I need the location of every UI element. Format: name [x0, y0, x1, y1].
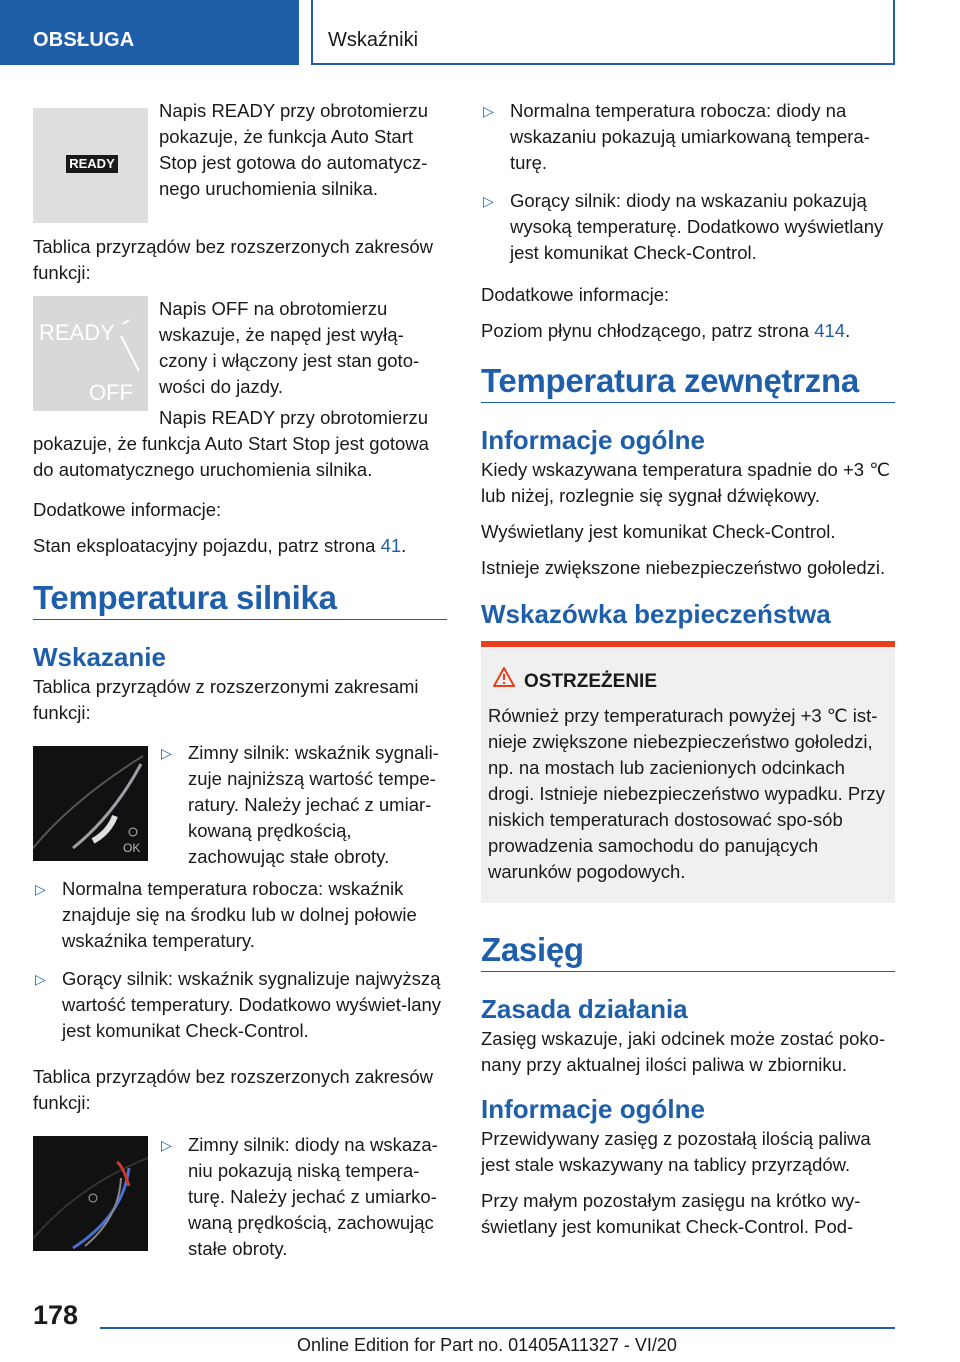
ext-intro: Tablica przyrządów z rozszerzonymi zakresami funkcji: — [33, 676, 419, 723]
section-title: OBSŁUGA — [33, 29, 135, 51]
bullet-text: Normalna temperatura robocza: wskaźnik znajduje się na środku lub w dolnej połowie wskaźnika temperatury. — [62, 878, 417, 951]
ready-block — [33, 98, 447, 228]
reference-line — [481, 318, 895, 344]
no-ext-intro: Tablica przyrządów bez rozszerzonych zakresów funkcji: — [33, 236, 433, 283]
section-tab — [0, 0, 299, 65]
more-info-label: Dodatkowe informacje: — [33, 499, 222, 520]
reference-text: Poziom płynu chłodzącego, patrz strona — [481, 320, 815, 341]
heading-principle: Zasada działania — [481, 994, 688, 1024]
page-link-414[interactable]: 414 — [814, 320, 846, 341]
ready-description-2a: Napis READY przy obrotomierzu — [159, 407, 429, 428]
off-indicator-image — [33, 296, 148, 411]
led-gauge-graphic — [33, 1136, 148, 1251]
bullet-text: Gorący silnik: wskaźnik sygnalizuje najwyższą wartość temperatury. Dodatkowo wyświet‐lany jest komunikat Check-Control. — [62, 968, 442, 1041]
ready-label-badge: READY — [66, 155, 118, 173]
principle-text: Zasięg wskazuje, jaki odcinek może zostać poko‐nany przy aktualnej ilości paliwa w zbiorniku. — [481, 1028, 886, 1075]
range-paragraph-1: Przewidywany zasięg z pozostałą ilością paliwa jest stale wskazywany na tablicy przyrządów. — [481, 1128, 871, 1175]
off-gauge-graphic — [33, 296, 148, 411]
cold-gauge-block — [33, 740, 447, 876]
heading-display: Wskazanie — [33, 642, 166, 672]
bullet-text: Zimny silnik: diody na wskaza‐niu pokazują niską tempera‐turę. Należy jechać z umiarko‐waną prędkością, zachowując stałe obroty. — [188, 1134, 438, 1259]
bullet-led-hot — [481, 188, 895, 266]
off-img-off-text: OFF — [89, 380, 133, 405]
right-column — [481, 98, 895, 1250]
reference-line — [33, 533, 447, 559]
left-column — [33, 98, 447, 1272]
gauge-ok-text: OK — [123, 841, 141, 855]
bullet-hot-engine — [33, 966, 447, 1044]
bullet-text: Gorący silnik: diody na wskazaniu pokazują wysoką temperaturę. Dodatkowo wyświetlany jest komunikat Check-Control. — [510, 190, 884, 263]
off-img-ready-text: READY — [39, 320, 115, 345]
led-gauge-block — [33, 1132, 447, 1272]
gauge-needle-graphic — [33, 746, 148, 861]
warning-text: Również przy temperaturach powyżej +3 ℃ ist‐nieje zwiększone niebezpieczeństwo gołoledzi, np. na mostach lub zacienionych odcinkach drogi. Istnieje niebezpieczeństwo wypadku. Przy niskich temperaturach dostosować spo‐sób prowadzenia samochodu do panujących warunków pogodowych. — [488, 705, 885, 882]
page-link-41[interactable]: 41 — [380, 535, 402, 556]
outside-paragraph-3: Istnieje zwiększone niebezpieczeństwo gołoledzi. — [481, 557, 886, 578]
triangle-bullet-icon: ▷ — [483, 103, 494, 119]
bullet-cold-engine — [159, 740, 447, 870]
bullet-text: Zimny silnik: wskaźnik sygnali‐zuje najniższą wartość tempe‐ratury. Należy jechać z umiar‐kowaną prędkością, zachowując stałe obroty. — [188, 742, 439, 867]
heading-safety-note: Wskazówka bezpieczeństwa — [481, 599, 831, 629]
outside-paragraph-1: Kiedy wskazywana temperatura spadnie do +3 ℃ lub niżej, rozlegnie się sygnał dźwiękowy. — [481, 459, 890, 506]
warning-title-text: OSTRZEŻENIE — [524, 671, 658, 692]
range-paragraph-2: Przy małym pozostałym zasięgu na krótko wy‐świetlany jest komunikat Check-Control. Pod‐ — [481, 1190, 861, 1237]
bullet-led-cold — [159, 1132, 447, 1262]
heading-range: Zasięg — [481, 937, 895, 972]
temperature-gauge-image — [33, 746, 148, 861]
heading-general-info-2: Informacje ogólne — [481, 1094, 705, 1124]
ready-description: Napis READY przy obrotomierzu pokazuje, że funkcja Auto Start Stop jest gotowa do automatycz‐nego uruchomienia silnika. — [159, 100, 429, 199]
triangle-bullet-icon: ▷ — [161, 1137, 172, 1153]
led-gauge-image — [33, 1136, 148, 1251]
heading-engine-temperature: Temperatura silnika — [33, 585, 447, 620]
bullet-text: Normalna temperatura robocza: diody na wskazaniu pokazują umiarkowaną tempera‐turę. — [510, 100, 870, 173]
triangle-bullet-icon: ▷ — [35, 881, 46, 897]
warning-box — [481, 641, 895, 903]
footer-divider — [100, 1327, 895, 1329]
footer-edition: Online Edition for Part no. 01405A11327 - VI/20 — [297, 1335, 677, 1355]
more-info-label: Dodatkowe informacje: — [481, 284, 670, 305]
warning-triangle-icon — [493, 667, 515, 687]
no-ext-intro-2: Tablica przyrządów bez rozszerzonych zakresów funkcji: — [33, 1066, 433, 1113]
off-description: Napis OFF na obrotomierzu wskazuje, że napęd jest wyłą‐czony i włączony jest stan goto‐wości do jazdy. — [159, 298, 420, 397]
warning-title — [488, 669, 888, 695]
reference-text: Stan eksploatacyjny pojazdu, patrz strona — [33, 535, 381, 556]
off-block — [33, 296, 447, 405]
heading-outside-temperature: Temperatura zewnętrzna — [481, 368, 895, 403]
ready-description-2b: pokazuje, że funkcja Auto Start Stop jest gotowa do automatycznego uruchomienia silnika. — [33, 433, 429, 480]
page-number: 178 — [33, 1300, 79, 1330]
ready-indicator-image — [33, 108, 148, 223]
bullet-normal-temp — [33, 876, 447, 954]
reference-end: . — [845, 320, 851, 341]
outside-paragraph-2: Wyświetlany jest komunikat Check-Control. — [481, 521, 836, 542]
bullet-led-normal — [481, 98, 895, 176]
triangle-bullet-icon: ▷ — [161, 745, 172, 761]
chapter-tab — [311, 0, 895, 65]
heading-general-info: Informacje ogólne — [481, 425, 705, 455]
chapter-title: Wskaźniki — [328, 29, 419, 51]
triangle-bullet-icon: ▷ — [35, 971, 46, 987]
triangle-bullet-icon: ▷ — [483, 193, 494, 209]
reference-end: . — [401, 535, 407, 556]
